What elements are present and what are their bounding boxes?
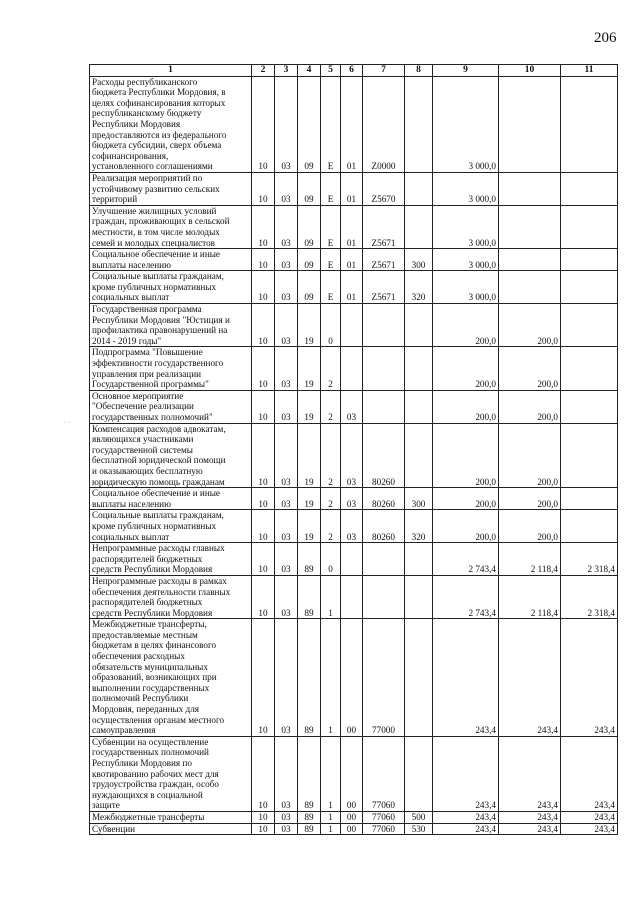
row-name-cell: Подпрограмма "Повышение эффективности государственного управления при реализации Государственной программы" [90, 347, 252, 390]
amount-2019-cell: 200,0 [433, 510, 499, 543]
row-name-cell: Межбюджетные трансферты [90, 811, 252, 823]
activity-cell: 00 [341, 811, 363, 823]
expense-type-cell [405, 205, 433, 248]
amount-2019-cell: 243,4 [433, 619, 499, 737]
subsection-cell: 03 [275, 172, 298, 205]
activity-cell: 00 [341, 823, 363, 835]
row-name-cell: Субвенции на осуществление государственных полномочий Республики Мордовия по квотированию рабочих мест для трудоустройства граждан, особо нуждающихся в социальной защите [90, 736, 252, 811]
activity-cell: 03 [341, 488, 363, 510]
amount-2020-cell: 200,0 [499, 423, 561, 488]
amount-2021-cell: 243,4 [561, 619, 618, 737]
amount-2019-cell: 2 743,4 [433, 543, 499, 576]
table-row [90, 488, 618, 510]
amount-2019-cell: 243,4 [433, 736, 499, 811]
direction-cell: Z5671 [363, 249, 405, 271]
expense-type-cell: 300 [405, 249, 433, 271]
expense-type-cell: 320 [405, 271, 433, 304]
section-cell: 10 [252, 347, 275, 390]
program-cell: 19 [298, 390, 321, 423]
amount-2020-cell [499, 249, 561, 271]
row-name-cell: Основное мероприятие "Обеспечение реализации государственных полномочий" [90, 390, 252, 423]
column-header: 9 [433, 65, 499, 77]
column-header: 3 [275, 65, 298, 77]
row-name-cell: Улучшение жилищных условий граждан, проживающих в сельской местности, в том числе молодых семей и молодых специалистов [90, 205, 252, 248]
amount-2021-cell [561, 249, 618, 271]
section-cell: 10 [252, 619, 275, 737]
section-cell: 10 [252, 423, 275, 488]
amount-2020-cell: 200,0 [499, 488, 561, 510]
row-name-cell: Социальное обеспечение и иные выплаты населению [90, 488, 252, 510]
subsection-cell: 03 [275, 619, 298, 737]
amount-2021-cell [561, 510, 618, 543]
subprogram-cell: 1 [321, 619, 341, 737]
direction-cell: Z5671 [363, 271, 405, 304]
amount-2020-cell: 200,0 [499, 347, 561, 390]
amount-2021-cell [561, 271, 618, 304]
table-header-row [90, 65, 618, 77]
program-cell: 09 [298, 76, 321, 172]
table-row [90, 205, 618, 248]
section-cell: 10 [252, 249, 275, 271]
subprogram-cell: Е [321, 205, 341, 248]
table-row [90, 347, 618, 390]
row-name-cell: Непрограммные расходы главных распорядителей бюджетных средств Республики Мордовия [90, 543, 252, 576]
table-row [90, 172, 618, 205]
subsection-cell: 03 [275, 510, 298, 543]
direction-cell: 77000 [363, 619, 405, 737]
row-name-cell: Межбюджетные трансферты, предоставляемые местным бюджетам в целях финансового обеспечения расходных обязательств муниципальных образований, возникающих при выполнении государственных полномочий Республики Мордовия, переданных для осуществления органам местного самоуправления [90, 619, 252, 737]
amount-2020-cell [499, 172, 561, 205]
program-cell: 09 [298, 271, 321, 304]
amount-2020-cell: 243,4 [499, 619, 561, 737]
amount-2020-cell: 2 118,4 [499, 543, 561, 576]
expense-type-cell [405, 543, 433, 576]
section-cell: 10 [252, 172, 275, 205]
activity-cell: 03 [341, 423, 363, 488]
program-cell: 19 [298, 488, 321, 510]
direction-cell [363, 304, 405, 347]
amount-2019-cell: 3 000,0 [433, 249, 499, 271]
table-row [90, 510, 618, 543]
direction-cell [363, 543, 405, 576]
amount-2021-cell [561, 488, 618, 510]
subsection-cell: 03 [275, 823, 298, 835]
column-header: 2 [252, 65, 275, 77]
program-cell: 09 [298, 249, 321, 271]
section-cell: 10 [252, 271, 275, 304]
activity-cell [341, 543, 363, 576]
amount-2020-cell: 200,0 [499, 390, 561, 423]
expense-type-cell [405, 575, 433, 618]
subprogram-cell: 1 [321, 823, 341, 835]
subsection-cell: 03 [275, 423, 298, 488]
section-cell: 10 [252, 823, 275, 835]
row-name-cell: Компенсация расходов адвокатам, являющихся участниками государственной системы бесплатной юридической помощи и оказывающих бесплатную юридическую помощь гражданам [90, 423, 252, 488]
expense-type-cell [405, 423, 433, 488]
program-cell: 89 [298, 823, 321, 835]
section-cell: 10 [252, 510, 275, 543]
budget-table [89, 64, 618, 835]
activity-cell: 01 [341, 76, 363, 172]
direction-cell [363, 347, 405, 390]
section-cell: 10 [252, 304, 275, 347]
amount-2020-cell [499, 271, 561, 304]
expense-type-cell [405, 619, 433, 737]
column-header: 7 [363, 65, 405, 77]
table-row [90, 271, 618, 304]
amount-2019-cell: 200,0 [433, 423, 499, 488]
activity-cell [341, 347, 363, 390]
subsection-cell: 03 [275, 271, 298, 304]
program-cell: 89 [298, 619, 321, 737]
amount-2019-cell: 3 000,0 [433, 76, 499, 172]
program-cell: 89 [298, 543, 321, 576]
subsection-cell: 03 [275, 304, 298, 347]
activity-cell: 03 [341, 390, 363, 423]
amount-2021-cell [561, 205, 618, 248]
subprogram-cell: 2 [321, 510, 341, 543]
amount-2021-cell [561, 423, 618, 488]
amount-2021-cell: 2 318,4 [561, 575, 618, 618]
expense-type-cell: 500 [405, 811, 433, 823]
row-name-cell: Государственная программа Республики Мордовия "Юстиция и профилактика правонарушений на 2014 - 2019 годы" [90, 304, 252, 347]
subprogram-cell: 1 [321, 575, 341, 618]
direction-cell: 80260 [363, 488, 405, 510]
amount-2021-cell: 243,4 [561, 823, 618, 835]
amount-2020-cell: 243,4 [499, 811, 561, 823]
section-cell: 10 [252, 488, 275, 510]
table-row [90, 390, 618, 423]
activity-cell: 01 [341, 172, 363, 205]
amount-2019-cell: 243,4 [433, 811, 499, 823]
amount-2020-cell: 200,0 [499, 510, 561, 543]
amount-2021-cell: 243,4 [561, 736, 618, 811]
table-row [90, 543, 618, 576]
direction-cell: 80260 [363, 423, 405, 488]
direction-cell: 80260 [363, 510, 405, 543]
subprogram-cell: 2 [321, 390, 341, 423]
activity-cell: 00 [341, 736, 363, 811]
column-header: 11 [561, 65, 618, 77]
subsection-cell: 03 [275, 543, 298, 576]
direction-cell: Z5670 [363, 172, 405, 205]
subprogram-cell: 2 [321, 347, 341, 390]
column-header: 1 [90, 65, 252, 77]
section-cell: 10 [252, 76, 275, 172]
expense-type-cell: 320 [405, 510, 433, 543]
row-name-cell: Социальное обеспечение и иные выплаты населению [90, 249, 252, 271]
program-cell: 89 [298, 736, 321, 811]
program-cell: 19 [298, 347, 321, 390]
amount-2021-cell [561, 76, 618, 172]
subsection-cell: 03 [275, 390, 298, 423]
amount-2020-cell: 243,4 [499, 736, 561, 811]
expense-type-cell [405, 76, 433, 172]
program-cell: 19 [298, 510, 321, 543]
column-header: 5 [321, 65, 341, 77]
subprogram-cell: 0 [321, 543, 341, 576]
amount-2019-cell: 243,4 [433, 823, 499, 835]
amount-2020-cell: 243,4 [499, 823, 561, 835]
row-name-cell: Социальные выплаты гражданам, кроме публичных нормативных социальных выплат [90, 271, 252, 304]
subprogram-cell: Е [321, 249, 341, 271]
direction-cell: 77060 [363, 823, 405, 835]
amount-2020-cell: 2 118,4 [499, 575, 561, 618]
row-name-cell: Непрограммные расходы в рамках обеспечения деятельности главных распорядителей бюджетных средств Республики Мордовия [90, 575, 252, 618]
amount-2020-cell [499, 76, 561, 172]
row-name-cell: Расходы республиканского бюджета Республики Мордовия, в целях софинансирования которых республиканскому бюджету Республики Мордовия предоставляются из федерального бюджета субсидии, сверх объема софинансирования, установленного соглашениями [90, 76, 252, 172]
subprogram-cell: 0 [321, 304, 341, 347]
section-cell: 10 [252, 811, 275, 823]
column-header: 10 [499, 65, 561, 77]
amount-2019-cell: 3 000,0 [433, 205, 499, 248]
table-row [90, 304, 618, 347]
column-header: 4 [298, 65, 321, 77]
subprogram-cell: Е [321, 172, 341, 205]
section-cell: 10 [252, 736, 275, 811]
subprogram-cell: Е [321, 76, 341, 172]
column-header: 6 [341, 65, 363, 77]
subprogram-cell: 1 [321, 811, 341, 823]
subsection-cell: 03 [275, 205, 298, 248]
amount-2020-cell [499, 205, 561, 248]
amount-2019-cell: 200,0 [433, 390, 499, 423]
program-cell: 89 [298, 811, 321, 823]
amount-2021-cell [561, 390, 618, 423]
direction-cell: Z0000 [363, 76, 405, 172]
expense-type-cell [405, 390, 433, 423]
activity-cell [341, 575, 363, 618]
subprogram-cell: 2 [321, 488, 341, 510]
section-cell: 10 [252, 390, 275, 423]
table-row [90, 575, 618, 618]
amount-2021-cell [561, 172, 618, 205]
expense-type-cell [405, 304, 433, 347]
amount-2019-cell: 200,0 [433, 488, 499, 510]
expense-type-cell [405, 172, 433, 205]
scan-specks: · · [64, 420, 70, 426]
table-row [90, 811, 618, 823]
subsection-cell: 03 [275, 76, 298, 172]
activity-cell: 01 [341, 271, 363, 304]
activity-cell: 01 [341, 249, 363, 271]
amount-2020-cell: 200,0 [499, 304, 561, 347]
amount-2019-cell: 2 743,4 [433, 575, 499, 618]
amount-2021-cell: 2 318,4 [561, 543, 618, 576]
amount-2021-cell [561, 347, 618, 390]
section-cell: 10 [252, 205, 275, 248]
expense-type-cell [405, 736, 433, 811]
amount-2021-cell: 243,4 [561, 811, 618, 823]
table-row [90, 76, 618, 172]
section-cell: 10 [252, 575, 275, 618]
amount-2019-cell: 3 000,0 [433, 172, 499, 205]
subprogram-cell: Е [321, 271, 341, 304]
table-row [90, 823, 618, 835]
subprogram-cell: 1 [321, 736, 341, 811]
expense-type-cell: 530 [405, 823, 433, 835]
activity-cell: 01 [341, 205, 363, 248]
direction-cell: 77060 [363, 736, 405, 811]
program-cell: 89 [298, 575, 321, 618]
program-cell: 19 [298, 423, 321, 488]
program-cell: 09 [298, 172, 321, 205]
amount-2019-cell: 200,0 [433, 347, 499, 390]
subsection-cell: 03 [275, 736, 298, 811]
program-cell: 09 [298, 205, 321, 248]
row-name-cell: Реализация мероприятий по устойчивому развитию сельских территорий [90, 172, 252, 205]
direction-cell [363, 575, 405, 618]
table-row [90, 736, 618, 811]
expense-type-cell [405, 347, 433, 390]
activity-cell [341, 304, 363, 347]
direction-cell: Z5671 [363, 205, 405, 248]
subsection-cell: 03 [275, 575, 298, 618]
subprogram-cell: 2 [321, 423, 341, 488]
table-row [90, 619, 618, 737]
section-cell: 10 [252, 543, 275, 576]
table-row [90, 423, 618, 488]
direction-cell [363, 390, 405, 423]
table-row [90, 249, 618, 271]
program-cell: 19 [298, 304, 321, 347]
subsection-cell: 03 [275, 249, 298, 271]
column-header: 8 [405, 65, 433, 77]
amount-2019-cell: 200,0 [433, 304, 499, 347]
activity-cell: 03 [341, 510, 363, 543]
page-number: 206 [594, 30, 617, 46]
expense-type-cell: 300 [405, 488, 433, 510]
activity-cell: 00 [341, 619, 363, 737]
amount-2019-cell: 3 000,0 [433, 271, 499, 304]
subsection-cell: 03 [275, 488, 298, 510]
row-name-cell: Субвенции [90, 823, 252, 835]
direction-cell: 77060 [363, 811, 405, 823]
subsection-cell: 03 [275, 811, 298, 823]
amount-2021-cell [561, 304, 618, 347]
subsection-cell: 03 [275, 347, 298, 390]
row-name-cell: Социальные выплаты гражданам, кроме публичных нормативных социальных выплат [90, 510, 252, 543]
